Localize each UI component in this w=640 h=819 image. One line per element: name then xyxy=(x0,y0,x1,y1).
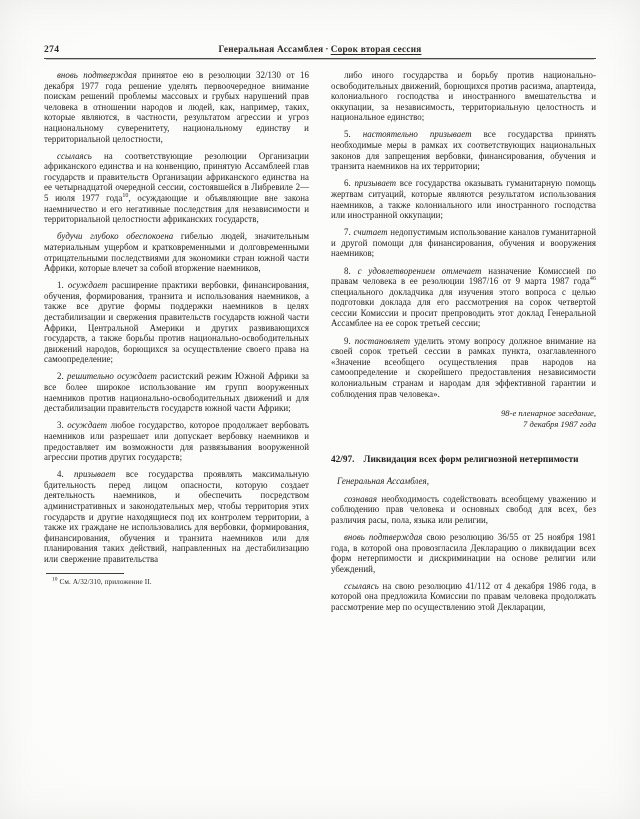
paragraph-number: 9. xyxy=(344,335,351,346)
paragraph-lead: с удовлетворением отмечает xyxy=(357,265,482,276)
paragraph-lead: призывает xyxy=(73,469,116,480)
paragraph xyxy=(44,70,309,144)
numbered-paragraph xyxy=(44,420,309,462)
paragraph-lead: ссылаясь xyxy=(344,580,379,591)
paragraph xyxy=(331,581,596,613)
paragraph-text: гибелью людей, значительным материальным ущербом и кратковременными и долговременными отрицательными последствиями для экономики стран южной части Африки, которые влечет за собой вторжение наемников, xyxy=(44,231,309,274)
resolution-title: Ликвидация всех форм религиозной нетерпимости xyxy=(363,455,579,466)
paragraph-text: все государства оказывать гуманитарную помощь жертвам ситуаций, которые являются результатом использования наемников, а также колониального или иностранного господства или иностранной оккупации; xyxy=(331,178,596,221)
paragraph-lead: ссылаясь xyxy=(57,150,92,161)
paragraph-text: свою резолюцию 36/55 от 25 ноября 1981 года, в которой она провозгласила Декларацию о ликвидации всех форм нетерпимости и дискриминации на основе религии или убеждений, xyxy=(331,532,597,574)
paragraph-lead: сознавая xyxy=(344,493,378,504)
two-column-body xyxy=(44,70,596,784)
paragraph-text-tail: , осуждающие и объявляющие вне закона наемничество и его негативные последствия для независимости и территориальной целостности африканских государств, xyxy=(44,193,310,225)
running-title xyxy=(44,44,596,54)
numbered-paragraph xyxy=(331,178,596,220)
numbered-paragraph xyxy=(44,371,309,413)
paragraph xyxy=(44,231,309,273)
numbered-paragraph xyxy=(331,227,596,259)
paragraph-lead: настоятельно призывает xyxy=(362,129,472,140)
paragraph-number: 6. xyxy=(344,178,351,189)
paragraph-lead: считает xyxy=(353,227,388,238)
paragraph-text: все государства принять необходимые меры в рамках их соответствующих национальных законов для запрещения вербовки, финансирования, обучения и транзита наемников на их территории; xyxy=(331,129,597,172)
running-title-organ: Генеральная Ассамблея xyxy=(218,44,324,54)
footnote xyxy=(44,578,309,587)
paragraph-text: на соответствующие резолюции Организации африканского единства и на конвенцию, принятую Ассамблеей глав государств и правительств Организации африканского единства на ее четырнадцатой очередной сессии, состоявшейся в Либревиле 2—5 июля 1977 года xyxy=(44,150,309,204)
running-title-separator: · xyxy=(325,44,329,54)
paragraph-lead: осуждает xyxy=(67,280,108,291)
numbered-paragraph xyxy=(44,280,309,365)
paragraph-text: все государства проявлять максимальную бдительность перед лицом опасности, которую создает деятельность наемников, и обеспечить посредством административных и законодательных мер, чтобы территория этих государств и другие находящиеся под их контролем территории, а также их граждане не использовались для вербовки, формирования, финансирования, обучения и транзита наемников или для планирования таких действий, направленных на дестабилизацию или свержение правительства xyxy=(44,469,310,564)
paragraph-number: 4. xyxy=(57,469,64,480)
left-column xyxy=(44,70,309,784)
paragraph-lead: вновь подтверждая xyxy=(57,70,137,80)
numbered-paragraph xyxy=(331,266,596,330)
paragraph-lead: решительно осуждает xyxy=(67,371,157,382)
paragraph-lead: осуждает xyxy=(67,420,108,431)
footnote-rule xyxy=(46,573,124,574)
paragraph-text: любое государство, которое продолжает вербовать наемников или разрешает или допускает вербовку наемников и предоставляет им возможности для развязывания вооруженной агрессии против других государств; xyxy=(44,420,310,463)
paragraph-number: 1. xyxy=(57,280,64,291)
header-rule xyxy=(44,58,596,59)
numbered-paragraph xyxy=(331,129,596,171)
paragraph-text: недопустимым использование каналов гуманитарной и другой помощи для финансирования, обучения и вооружения наемников; xyxy=(331,227,596,259)
paragraph-lead: постановляет xyxy=(354,335,411,346)
paragraph-lead: призывает xyxy=(354,178,397,189)
page-number: 274 xyxy=(44,45,60,55)
paragraph-text: необходимость содействовать всеобщему уважению и соблюдению прав человека и основных свобод для всех, без различия расы, пола, языка или религии, xyxy=(331,493,596,525)
paragraph xyxy=(44,151,309,225)
paragraph-text: уделить этому вопросу должное внимание на своей сорок третьей сессии в рамках пункта, озаглавленного «Значение всеобщего осуществления прав народов на самоопределение и скорейшего предоставления независимости колониальным странам и народам для эффективной гарантии и соблюдения прав человека». xyxy=(331,335,596,399)
meeting-date: 7 декабря 1987 года xyxy=(523,418,596,429)
footnote-number: 10 xyxy=(52,576,58,583)
meeting-record xyxy=(331,408,596,429)
paragraph-number: 2. xyxy=(57,371,64,382)
numbered-paragraph xyxy=(44,469,309,564)
paragraph-text: принятое ею в резолюции 32/130 от 16 декабря 1977 года решение уделять первоочередное внимание поискам решений проблемы массовых и грубых нарушений прав человека в отношении народов и людей, как, например, таких, которые являются, в частности, результатом агрессии и угроз национальному суверенитету, национальному единству и территориальной целостности, xyxy=(44,70,309,144)
paragraph xyxy=(331,532,596,574)
paragraph-lead: вновь подтверждая xyxy=(344,532,423,542)
paragraph-number: 8. xyxy=(344,265,351,276)
resolution-number: 42/97. xyxy=(331,455,355,466)
paragraph-text: назначение Комиссией по правам человека в ее резолюции 1987/16 от 9 марта 1987 года xyxy=(331,265,596,287)
resolution-heading xyxy=(331,455,596,466)
paragraph-number: 7. xyxy=(344,227,351,238)
page-sheet xyxy=(44,44,596,784)
running-title-session: Сорок вторая сессия xyxy=(330,44,422,54)
paragraph-number: 5. xyxy=(344,129,351,140)
paragraph-text: расистский режим Южной Африки за все более широкое использование им групп вооруженных наемников против национально-освободительных движений и для дестабилизации правительств государств южной части Африки; xyxy=(44,371,309,414)
paragraph-number: 3. xyxy=(57,420,64,431)
footnote-text: См. A/32/310, приложение II. xyxy=(59,577,152,586)
paragraph xyxy=(331,70,596,123)
numbered-paragraph xyxy=(331,336,596,400)
running-head xyxy=(44,44,596,64)
paragraph-text: на свою резолюцию 41/112 от 4 декабря 1986 года, в которой она предложила Комиссии по правам человека продолжать рассмотрение мер по осуществлению этой Декларации, xyxy=(331,580,596,613)
footnote-marker: 10 xyxy=(122,193,129,200)
meeting-number: 98-е пленарное заседание, xyxy=(501,408,596,419)
paragraph-text-tail: специального докладчика для изучения этого вопроса с целью подготовки доклада для его рассмотрения на сорок четвертой сессии Комиссии и просит препроводить этот доклад Генеральной Ассамблее на ее сорок третьей сессии; xyxy=(331,286,596,329)
issuing-organ: Генеральная Ассамблея, xyxy=(337,475,429,486)
paragraph-text: расширение практики вербовки, финансирования, обучения, формирования, транзита и использования наемников, а также все другие формы поддержки наемников в целях дестабилизации и свержения правительств государств южной части Африки, Центральной Америки и других развивающихся государств, а также борьбы против национально-освободительных движений народов, борющихся за осуществление своего права на самоопределение; xyxy=(44,280,310,365)
paragraph-lead: будучи глубоко обеспокоена xyxy=(57,231,174,242)
right-column xyxy=(331,70,596,784)
paragraph xyxy=(331,494,596,526)
footnote-marker: 46 xyxy=(589,276,596,283)
paragraph-text: либо иного государства и борьбу против национально-освободительных движений, борющихся против расизма, апартеида, колониального господства и иностранного вмешательства и оккупации, за независимость, территориальную целостность и национальное единство; xyxy=(331,70,596,123)
